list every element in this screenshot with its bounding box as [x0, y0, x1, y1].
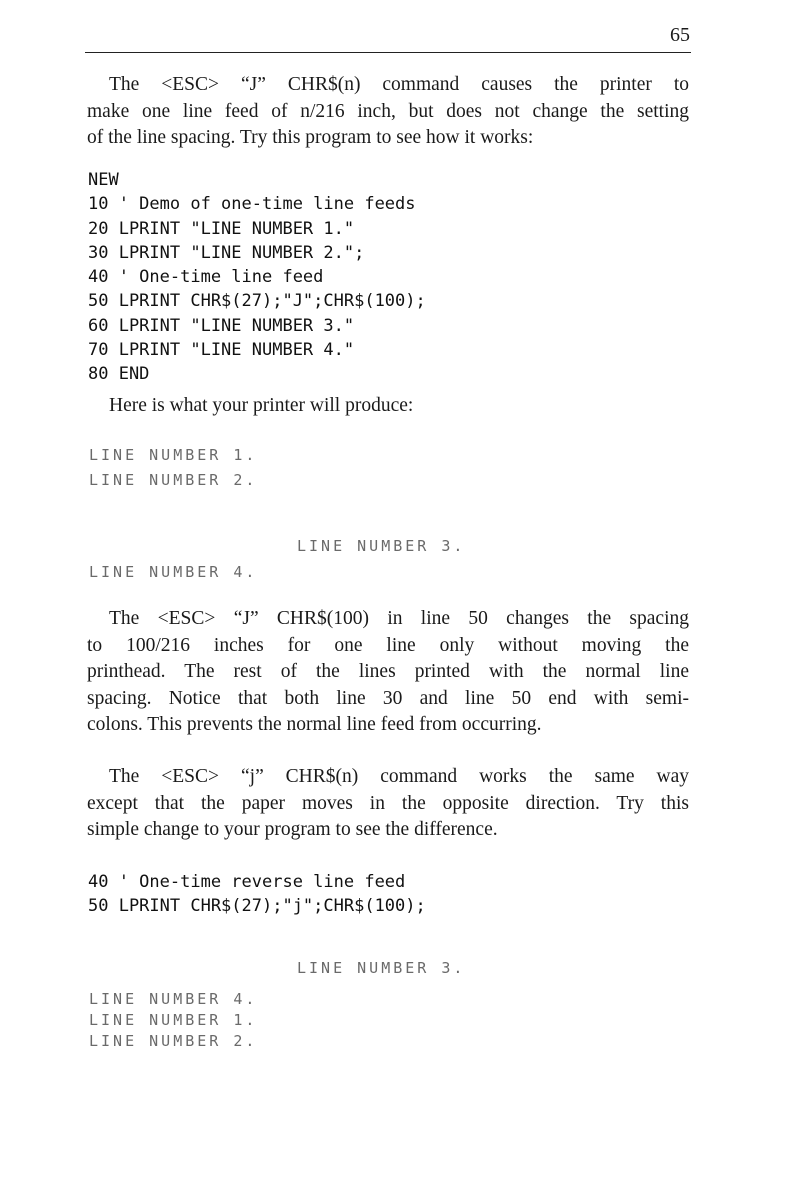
paragraph-line: except that the paper moves in the opposite direction. Try this [87, 792, 689, 814]
paragraph-line: The <ESC> “J” CHR$(n) command causes the printer to [109, 74, 689, 95]
code-line: 30 LPRINT "LINE NUMBER 2."; [88, 242, 365, 263]
program-listing-one-time-line-feed [88, 168, 426, 387]
output-intro-text: Here is what your printer will produce: [109, 395, 414, 416]
code-line: 40 ' One-time reverse line feed [88, 872, 406, 892]
paragraph-reverse-feed [87, 764, 689, 844]
code-line: 50 LPRINT CHR$(27);"j";CHR$(100); [88, 896, 426, 917]
paragraph-line: of the line spacing. Try this program to see how it works: [87, 127, 534, 148]
paragraph-line: The <ESC> “j” CHR$(n) command works the same way [109, 766, 689, 787]
code-line: 80 END [88, 364, 150, 385]
code-line: 60 LPRINT "LINE NUMBER 3." [88, 315, 355, 336]
printout-line-1: LINE NUMBER 1. [89, 446, 258, 464]
program-listing-reverse-line-feed [88, 870, 426, 919]
page-number: 65 [670, 24, 690, 46]
printout-reverse-line-2: LINE NUMBER 2. [89, 1032, 258, 1050]
code-line: 40 ' One-time line feed [88, 267, 324, 288]
paragraph-explanation [87, 606, 689, 739]
printout-reverse-line-3: LINE NUMBER 3. [297, 959, 466, 977]
paragraph-line: printhead. The rest of the lines printed with the normal line [87, 661, 689, 682]
paragraph-line: simple change to your program to see the difference. [87, 819, 498, 840]
paragraph-line: to 100/216 inches for one line only without moving the [87, 634, 689, 656]
code-line: 70 LPRINT "LINE NUMBER 4." [88, 340, 355, 361]
code-line: 10 ' Demo of one-time line feeds [88, 194, 416, 215]
printout-line-2: LINE NUMBER 2. [89, 471, 258, 489]
paragraph-line: spacing. Notice that both line 30 and line 50 end with semi- [87, 687, 689, 709]
paragraph-line: make one line feed of n/216 inch, but does not change the setting [87, 100, 689, 122]
code-line: 50 LPRINT CHR$(27);"J";CHR$(100); [88, 291, 426, 312]
printout-reverse-line-4: LINE NUMBER 4. [89, 990, 258, 1008]
printout-reverse-line-1: LINE NUMBER 1. [89, 1011, 258, 1029]
printout-line-4: LINE NUMBER 4. [89, 563, 258, 581]
paragraph-line: The <ESC> “J” CHR$(100) in line 50 changes the spacing [109, 608, 689, 629]
paragraph-esc-j-intro [87, 72, 689, 152]
code-line: 20 LPRINT "LINE NUMBER 1." [88, 218, 355, 239]
code-line: NEW [88, 170, 119, 190]
header-rule [85, 52, 691, 53]
paragraph-line: colons. This prevents the normal line feed from occurring. [87, 714, 542, 735]
printout-line-3: LINE NUMBER 3. [297, 537, 466, 555]
